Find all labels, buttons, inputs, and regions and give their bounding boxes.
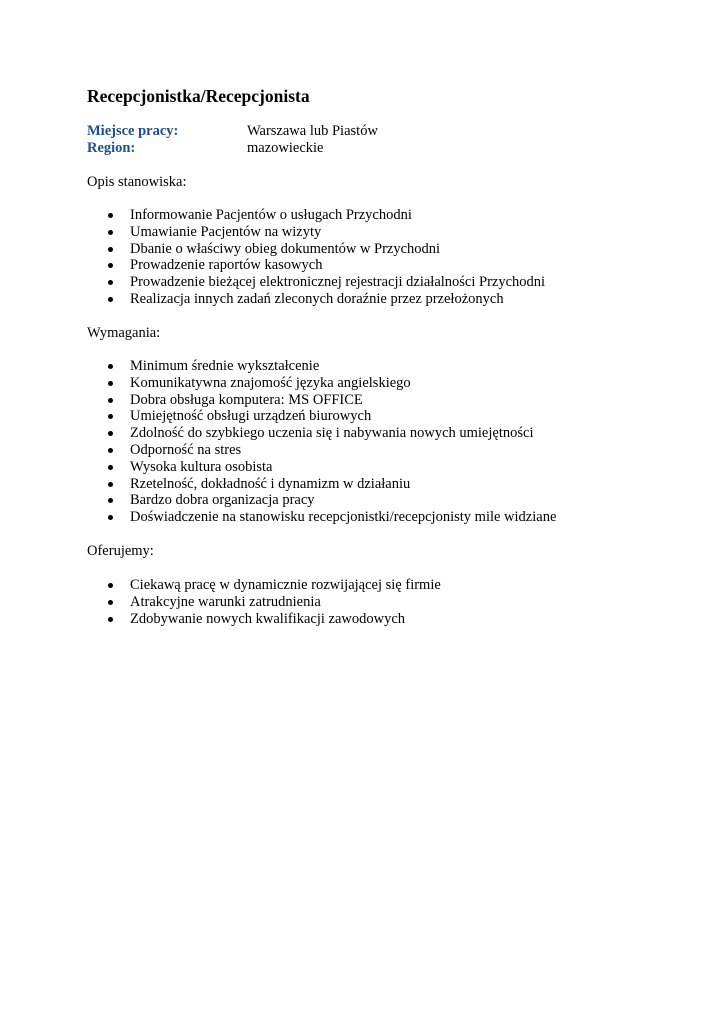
list-item-text: Bardzo dobra organizacja pracy [130, 492, 315, 509]
list-item-text: Dobra obsługa komputera: MS OFFICE [130, 391, 363, 408]
bullet-icon [108, 364, 113, 369]
bullet-icon [108, 482, 113, 487]
list-item-text: Realizacja innych zadań zleconych doraźnie przez przełożonych [130, 290, 504, 307]
page-title: Recepcjonistka/Recepcjonista [87, 86, 310, 106]
bullet-icon [108, 213, 113, 218]
bullet-icon [108, 414, 113, 419]
bullet-icon [108, 280, 113, 285]
list-item-text: Dbanie o właściwy obieg dokumentów w Przychodni [130, 240, 441, 257]
bullet-icon [108, 398, 113, 403]
bullet-icon [108, 600, 113, 605]
bullet-icon [108, 230, 113, 235]
bullet-icon [108, 448, 113, 453]
workplace-label: Miejsce pracy: [87, 123, 179, 139]
bullet-icon [108, 515, 113, 520]
offer-heading: Oferujemy: [87, 543, 154, 559]
bullet-icon [108, 498, 113, 503]
requirements-heading: Wymagania: [87, 325, 161, 341]
description-heading: Opis stanowiska: [87, 174, 187, 190]
list-item-text: Zdolność do szybkiego uczenia się i nabywania nowych umiejętności [130, 425, 534, 442]
region-label: Region: [87, 140, 136, 156]
list-item-text: Rzetelność, dokładność i dynamizm w działaniu [130, 475, 411, 492]
list-item-text: Informowanie Pacjentów o usługach Przychodni [130, 207, 412, 223]
list-item-text: Odporność na stres [130, 441, 242, 458]
list-item-text: Ciekawą pracę w dynamicznie rozwijającej się firmie [130, 577, 441, 593]
bullet-icon [108, 263, 113, 268]
list-item-text: Prowadzenie bieżącej elektronicznej rejestracji działalności Przychodni [130, 274, 546, 291]
list-item-text: Doświadczenie na stanowisku recepcjonistki/recepcjonisty mile widziane [130, 509, 557, 526]
bullet-icon [108, 247, 113, 252]
bullet-icon [108, 583, 113, 588]
list-item-text: Zdobywanie nowych kwalifikacji zawodowych [130, 610, 406, 627]
list-item-text: Umiejętność obsługi urządzeń biurowych [130, 408, 372, 425]
list-item-text: Komunikatywna znajomość języka angielskiego [130, 374, 411, 391]
bullet-icon [108, 297, 113, 302]
list-item-text: Minimum średnie wykształcenie [130, 358, 320, 374]
bullet-icon [108, 465, 113, 470]
list-item-text: Atrakcyjne warunki zatrudnienia [130, 593, 321, 610]
region-value: mazowieckie [247, 140, 324, 156]
list-item-text: Wysoka kultura osobista [130, 458, 273, 475]
workplace-value: Warszawa lub Piastów [247, 123, 378, 139]
list-item-text: Prowadzenie raportów kasowych [130, 257, 323, 274]
bullet-icon [108, 431, 113, 436]
list-item-text: Umawianie Pacjentów na wizyty [130, 223, 322, 240]
bullet-icon [108, 381, 113, 386]
bullet-icon [108, 617, 113, 622]
